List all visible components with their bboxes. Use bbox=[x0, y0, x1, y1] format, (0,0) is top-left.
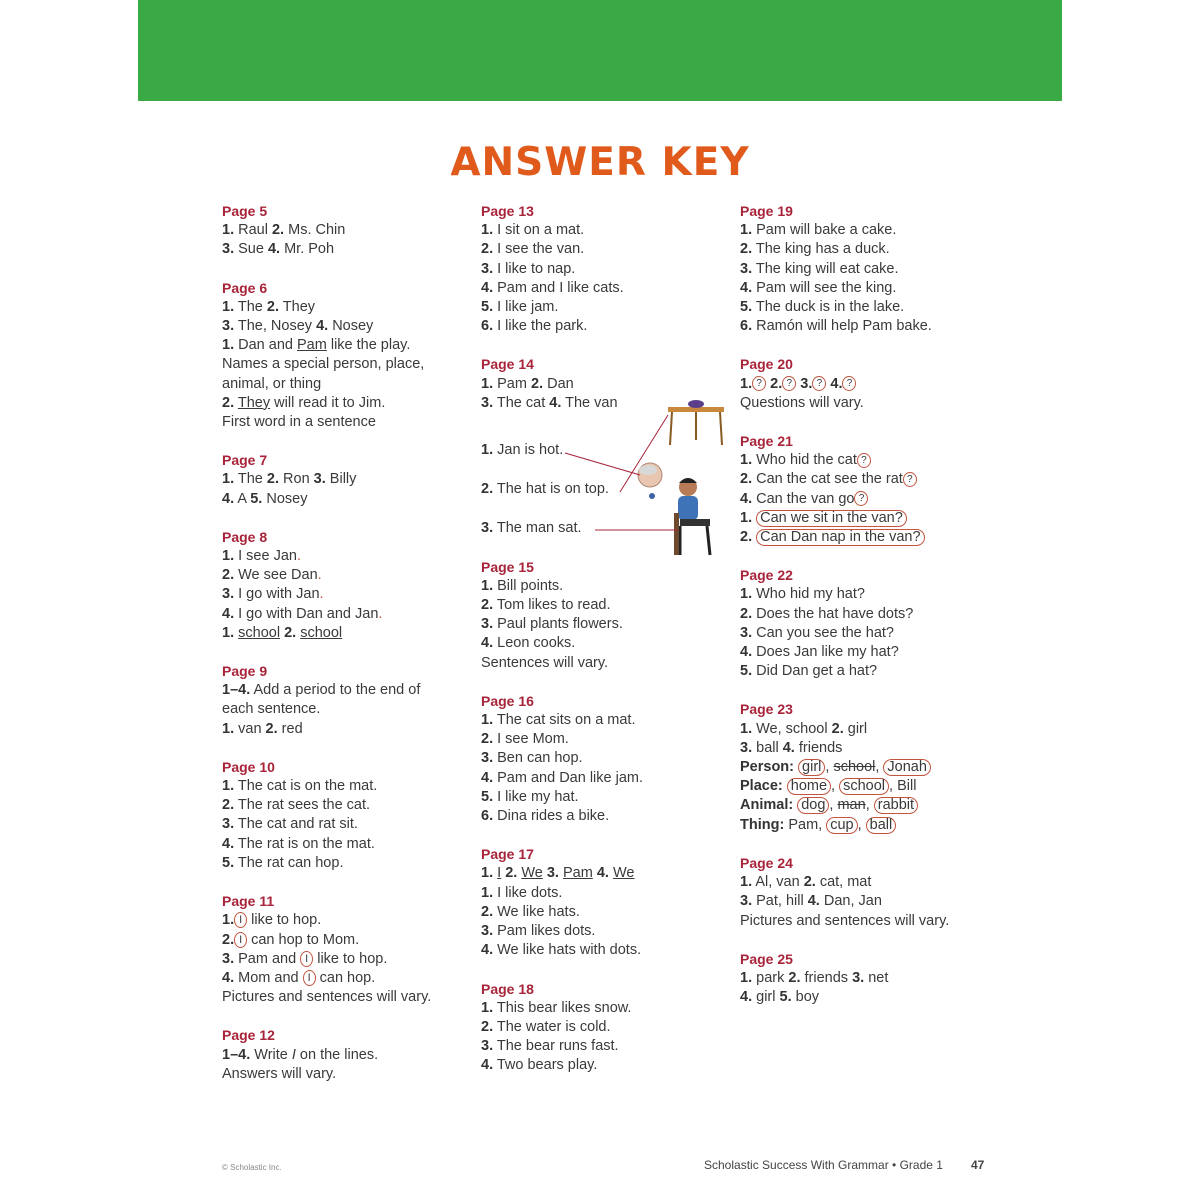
circled-answer: girl bbox=[798, 759, 825, 776]
answer-line: 3. ball 4. friends bbox=[740, 739, 843, 756]
section-heading: Page 7 bbox=[222, 452, 268, 469]
circled-question-mark: ? bbox=[782, 376, 796, 391]
matching-line: 3. The man sat. bbox=[481, 520, 582, 537]
answer-line: 3. Paul plants flowers. bbox=[481, 616, 623, 633]
face-icon bbox=[638, 463, 662, 499]
answer-section-page-21 bbox=[740, 432, 990, 547]
circled-question-mark: ? bbox=[812, 376, 826, 391]
answer-line: 2. I see Mom. bbox=[481, 731, 569, 748]
answer-column-2 bbox=[481, 202, 731, 1095]
answer-line: 4. Can the van go ? bbox=[740, 490, 990, 509]
answer-line: 1. park 2. friends 3. net bbox=[740, 969, 889, 986]
answer-section-page-8 bbox=[222, 528, 472, 643]
section-heading: Page 9 bbox=[222, 663, 268, 680]
answer-line: 2. We see Dan. bbox=[222, 567, 322, 584]
answer-line: 1–4. Add a period to the end of bbox=[222, 682, 421, 699]
circled-question-mark: ? bbox=[752, 376, 766, 391]
page-number: 47 bbox=[970, 1158, 985, 1172]
matching-illustration bbox=[560, 395, 730, 565]
section-heading: Page 25 bbox=[740, 950, 793, 967]
match-line bbox=[565, 453, 640, 475]
answer-line: Pictures and sentences will vary. bbox=[222, 989, 432, 1006]
answer-line: 2. Tom likes to read. bbox=[481, 597, 611, 614]
section-heading: Page 15 bbox=[481, 558, 534, 575]
answer-line: 3. Ben can hop. bbox=[481, 750, 583, 767]
page-title: ANSWER KEY bbox=[450, 140, 750, 185]
answer-line: 4. Mom and I can hop. bbox=[222, 969, 376, 986]
circled-answer: dog bbox=[797, 797, 829, 814]
answer-line: Questions will vary. bbox=[740, 394, 864, 411]
answer-line: 3. Can you see the hat? bbox=[740, 624, 894, 641]
answer-line: 3. The bear runs fast. bbox=[481, 1038, 619, 1055]
matching-line: 2. The hat is on top. bbox=[481, 481, 609, 498]
answer-line: 3. I like to nap. bbox=[481, 260, 576, 277]
answer-line: 1–4. Write I on the lines. bbox=[222, 1046, 379, 1063]
answer-line: 1. The cat sits on a mat. bbox=[481, 712, 636, 729]
answer-line: 3. I go with Jan. bbox=[222, 586, 324, 603]
circled-answer: cup bbox=[826, 817, 857, 834]
circled-question-mark: ? bbox=[903, 472, 917, 487]
section-heading: Page 18 bbox=[481, 980, 534, 997]
sort-row-place: Place: home , school , Bill bbox=[740, 778, 917, 795]
answer-line: animal, or thing bbox=[222, 375, 322, 392]
answer-line: 2. The king has a duck. bbox=[740, 241, 890, 258]
answer-line: 4. Two bears play. bbox=[481, 1057, 598, 1074]
copyright-notice: © Scholastic Inc. bbox=[222, 1163, 282, 1172]
answer-line: 1. Bill points. bbox=[481, 577, 564, 594]
answer-line: 1. Pam 2. Dan bbox=[481, 375, 574, 392]
answer-line: 1. This bear likes snow. bbox=[481, 999, 632, 1016]
answer-line: 1. Who hid the cat ? bbox=[740, 451, 990, 470]
book-title: Scholastic Success With Grammar • Grade 1 bbox=[704, 1158, 943, 1172]
section-heading: Page 19 bbox=[740, 203, 793, 219]
answer-line: 2. Can Dan nap in the van? bbox=[740, 528, 990, 547]
answer-section-page-20 bbox=[740, 355, 990, 413]
section-heading: Page 22 bbox=[740, 567, 793, 584]
footer-book-info bbox=[704, 1158, 984, 1172]
answer-line: 1. The 2. Ron 3. Billy bbox=[222, 471, 357, 488]
answer-line: Names a special person, place, bbox=[222, 356, 425, 373]
section-heading: Page 5 bbox=[222, 203, 268, 219]
answer-line: 3. Sue 4. Mr. Poh bbox=[222, 241, 335, 258]
answer-line: 6. I like the park. bbox=[481, 318, 588, 335]
answer-line: 1. The cat is on the mat. bbox=[222, 778, 378, 795]
answer-section-page-12 bbox=[222, 1026, 472, 1084]
section-heading: Page 8 bbox=[222, 528, 268, 545]
answer-line: 5. I like my hat. bbox=[481, 788, 579, 805]
seated-man-icon bbox=[674, 478, 710, 555]
answer-line: 4. A 5. Nosey bbox=[222, 490, 308, 507]
answer-line: 2. Can the cat see the rat ? bbox=[740, 470, 990, 489]
answer-section-page-16 bbox=[481, 692, 731, 826]
answer-line: 2. I can hop to Mom. bbox=[222, 931, 360, 948]
answer-line: 2. The rat sees the cat. bbox=[222, 797, 371, 814]
section-heading: Page 24 bbox=[740, 854, 793, 871]
answer-line: 1. Dan and Pam like the play. bbox=[222, 337, 411, 354]
answer-line: 2. They will read it to Jim. bbox=[222, 394, 386, 411]
answer-line: 1. ? 2. ? 3. ? 4. ? bbox=[740, 375, 990, 394]
answer-section-page-13 bbox=[481, 202, 731, 336]
answer-line: 1. I like to hop. bbox=[222, 912, 322, 929]
answer-line: 4. Leon cooks. bbox=[481, 635, 576, 652]
answer-line: 2. We like hats. bbox=[481, 903, 580, 920]
answer-line: 1. I see Jan. bbox=[222, 548, 301, 565]
answer-line: 1. Pam will bake a cake. bbox=[740, 222, 897, 239]
answer-line: 4. Pam and Dan like jam. bbox=[481, 769, 643, 786]
answer-line: Answers will vary. bbox=[222, 1065, 337, 1082]
answer-line: 5. The rat can hop. bbox=[222, 854, 344, 871]
answer-line: 4. Pam and I like cats. bbox=[481, 279, 624, 296]
answer-section-page-22 bbox=[740, 566, 990, 681]
circled-answer: home bbox=[787, 778, 831, 795]
sort-row-person: Person: girl , school, Jonah bbox=[740, 758, 990, 777]
answer-column-3 bbox=[740, 202, 990, 1026]
answer-line: Sentences will vary. bbox=[481, 654, 609, 671]
answer-line: 2. The water is cold. bbox=[481, 1018, 611, 1035]
circled-answer: rabbit bbox=[874, 797, 918, 814]
answer-line: 4. Pam will see the king. bbox=[740, 279, 897, 296]
answer-line: 3. The cat and rat sit. bbox=[222, 816, 358, 833]
answer-section-page-10 bbox=[222, 758, 472, 873]
answer-line: 1. The 2. They bbox=[222, 298, 316, 315]
circled-answer: I bbox=[234, 912, 247, 928]
sort-row-animal: Animal: dog , man, rabbit bbox=[740, 796, 990, 815]
answer-line: Pictures and sentences will vary. bbox=[740, 912, 950, 929]
section-heading: Page 6 bbox=[222, 279, 268, 296]
answer-line: 5. The duck is in the lake. bbox=[740, 299, 905, 316]
answer-section-page-6 bbox=[222, 279, 472, 433]
answer-line: 1. I sit on a mat. bbox=[481, 222, 585, 239]
answer-section-page-18 bbox=[481, 980, 731, 1076]
answer-line: 5. I like jam. bbox=[481, 299, 559, 316]
answer-section-page-5 bbox=[222, 202, 472, 260]
answer-section-page-9 bbox=[222, 662, 472, 739]
answer-line: 3. The, Nosey 4. Nosey bbox=[222, 318, 374, 335]
section-heading: Page 10 bbox=[222, 758, 275, 775]
answer-line: 3. Pam likes dots. bbox=[481, 923, 596, 940]
answer-line: First word in a sentence bbox=[222, 414, 376, 431]
answer-line: 4. I go with Dan and Jan. bbox=[222, 605, 383, 622]
circled-answer: I bbox=[300, 951, 313, 967]
answer-line: 6. Ramón will help Pam bake. bbox=[740, 318, 932, 335]
answer-line: 6. Dina rides a bike. bbox=[481, 808, 610, 825]
section-heading: Page 11 bbox=[222, 893, 275, 910]
section-heading: Page 14 bbox=[481, 356, 534, 373]
circled-answer: ball bbox=[866, 817, 897, 834]
answer-line: 2. I see the van. bbox=[481, 241, 585, 258]
section-heading: Page 20 bbox=[740, 356, 793, 373]
answer-section-page-25 bbox=[740, 950, 990, 1008]
answer-line: 2. Does the hat have dots? bbox=[740, 605, 914, 622]
section-heading: Page 23 bbox=[740, 701, 793, 718]
answer-line: 1. school 2. school bbox=[222, 624, 343, 641]
answer-section-page-17 bbox=[481, 845, 731, 960]
section-heading: Page 16 bbox=[481, 692, 534, 709]
answer-line: 3. Pam and I like to hop. bbox=[222, 950, 388, 967]
answer-section-page-23 bbox=[740, 700, 990, 834]
answer-line: 4. Does Jan like my hat? bbox=[740, 644, 899, 661]
header-band bbox=[138, 0, 1062, 101]
answer-section-page-7 bbox=[222, 451, 472, 509]
section-heading: Page 17 bbox=[481, 846, 534, 863]
answer-section-page-24 bbox=[740, 854, 990, 931]
answer-line: 3. The king will eat cake. bbox=[740, 260, 899, 277]
answer-line: 3. The cat 4. The van bbox=[481, 394, 618, 411]
answer-line: 4. girl 5. boy bbox=[740, 989, 820, 1006]
circled-answer: I bbox=[303, 970, 316, 986]
answer-section-page-19 bbox=[740, 202, 990, 336]
answer-line: 5. Did Dan get a hat? bbox=[740, 663, 878, 680]
answer-line: 1. Raul 2. Ms. Chin bbox=[222, 222, 346, 239]
circled-answer: school bbox=[839, 778, 889, 795]
section-heading: Page 13 bbox=[481, 203, 534, 219]
matching-line: 1. Jan is hot. bbox=[481, 442, 564, 459]
answer-line: 1. van 2. red bbox=[222, 720, 303, 737]
circled-answer: Can Dan nap in the van? bbox=[756, 529, 924, 546]
answer-line: 4. The rat is on the mat. bbox=[222, 835, 375, 852]
circled-answer: I bbox=[234, 932, 247, 948]
answer-line: 1. Al, van 2. cat, mat bbox=[740, 874, 872, 891]
section-heading: Page 12 bbox=[222, 1027, 275, 1044]
answer-line: 1. We, school 2. girl bbox=[740, 720, 868, 737]
answer-line: 1. I like dots. bbox=[481, 884, 563, 901]
answer-section-page-11 bbox=[222, 892, 472, 1007]
sort-row-thing: Thing: Pam, cup , ball bbox=[740, 816, 990, 835]
answer-line: 1. I 2. We 3. Pam 4. We bbox=[481, 865, 635, 882]
circled-question-mark: ? bbox=[857, 453, 871, 468]
circled-answer: Can we sit in the van? bbox=[756, 510, 907, 527]
answer-line: 1. Who hid my hat? bbox=[740, 586, 865, 603]
section-heading: Page 21 bbox=[740, 433, 793, 450]
table-icon bbox=[668, 400, 724, 445]
circled-question-mark: ? bbox=[854, 491, 868, 506]
answer-line: 4. We like hats with dots. bbox=[481, 942, 642, 959]
answer-line: 1. Can we sit in the van? bbox=[740, 509, 990, 528]
circled-question-mark: ? bbox=[842, 376, 856, 391]
circled-answer: Jonah bbox=[883, 759, 931, 776]
answer-line: each sentence. bbox=[222, 701, 321, 718]
answer-line: 3. Pat, hill 4. Dan, Jan bbox=[740, 893, 882, 910]
answer-section-page-15 bbox=[481, 558, 731, 673]
answer-column-1 bbox=[222, 202, 472, 1103]
